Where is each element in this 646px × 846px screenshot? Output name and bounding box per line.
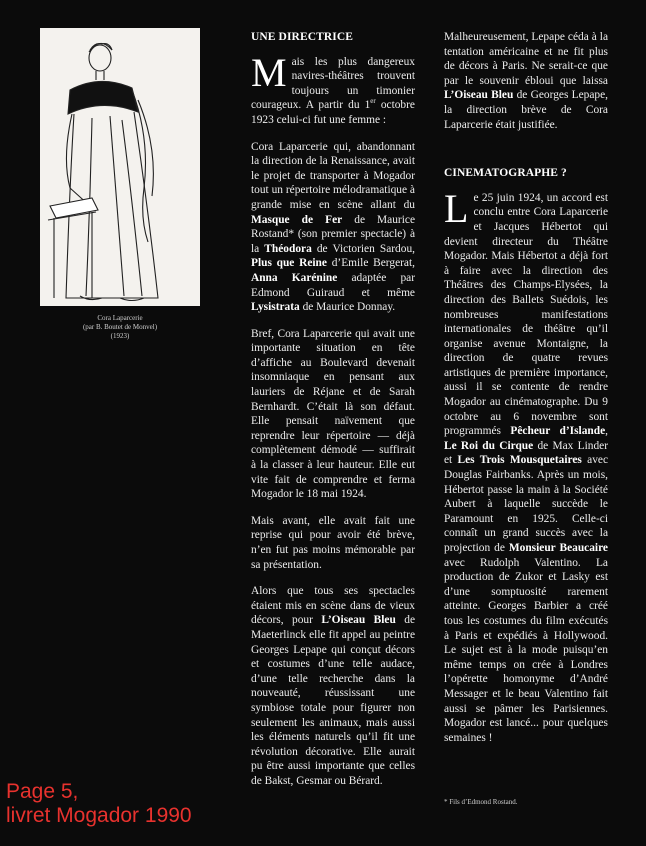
text-run: de Maurice Rostand* (son premier spectacle) à la bbox=[251, 213, 415, 255]
title-bold: L’Oiseau Bleu bbox=[321, 614, 396, 627]
paragraph: Mais avant, elle avait fait une reprise qui pour avoir été brève, n’en fut pas moins mémorable par sa présentation. bbox=[251, 514, 415, 571]
middle-column bbox=[251, 30, 415, 801]
section-heading-directrice: UNE DIRECTRICE bbox=[251, 31, 354, 43]
title-bold: Plus que Reine bbox=[251, 257, 327, 270]
caption-line: Cora Laparcerie bbox=[97, 314, 143, 322]
page-stamp bbox=[6, 780, 256, 828]
paragraph bbox=[251, 584, 415, 788]
stamp-line-2: livret Mogador 1990 bbox=[6, 804, 192, 827]
paragraph bbox=[444, 30, 608, 132]
right-column bbox=[444, 30, 608, 757]
drop-cap: M bbox=[251, 49, 287, 95]
superscript: er bbox=[370, 97, 376, 106]
title-bold: Théodora bbox=[264, 242, 312, 255]
paragraph bbox=[251, 140, 415, 315]
paragraph bbox=[251, 49, 415, 128]
text-run: de Georges Lepape, la direction brève de Cora Laparcerie était justifiée. bbox=[444, 89, 609, 131]
text-run: de Maeterlinck elle fit appel au peintre Georges Lepape qui conçut décors et costumes d’une telle audace, d’une telle recherche dans la nouveauté, réussissant une symbiose totale pour figurer non seulement les animaux, mais aussi les éléments naturels qu’il fit une révolution décorative. Elle aurait pu être aussi importante que celles de Bakst, Gesmar ou Bérard. bbox=[251, 614, 415, 787]
text-run: d’Emile Bergerat, bbox=[326, 257, 415, 270]
illustration-svg bbox=[40, 28, 200, 306]
title-bold: Anna Karénine bbox=[251, 271, 338, 284]
text-run: de Maurice Donnay. bbox=[299, 301, 396, 314]
paragraph bbox=[444, 185, 609, 746]
caption-line: (par B. Boutet de Monvel) bbox=[82, 323, 158, 331]
drop-cap: L bbox=[444, 185, 469, 231]
title-bold: Pêcheur d’Islande bbox=[510, 425, 606, 438]
section-heading-cinematographe: CINEMATOGRAPHE ? bbox=[444, 167, 567, 180]
title-bold: Les Trois Mousquetaires bbox=[457, 454, 582, 467]
title-bold: Le Roi du Cirque bbox=[444, 439, 534, 452]
text-run: adaptée par Edmond Guiraud et même bbox=[251, 271, 415, 299]
woman-figure-drawing-icon bbox=[40, 28, 200, 306]
caption-line: (1923) bbox=[110, 332, 130, 340]
paragraph: Bref, Cora Laparcerie qui avait une importante situation en tête d’affiche au Boulevard devenait insomniaque en pensant aux lauriers de Réjane et de Sarah Bernhardt. C’était là son défaut. Elle pensait naïvement que reprendre leur répertoire — déjà complètement démodé — suffirait à la classer à leur hauteur. Elle eut vite fait de comprendre et ferma Mogador le 18 mai 1924. bbox=[251, 327, 415, 501]
text-run: Cora Laparcerie qui, abandonnant la direction de la Renaissance, avait le projet de transporter à Mogador tout un répertoire mélodramatique à grande mise en scène allant du bbox=[251, 140, 415, 211]
text-run: Malheureusement, Lepape céda à la tentation américaine et ne fit plus de décors à Paris. Ne serait-ce que par le souvenir ébloui que laissa bbox=[444, 31, 608, 87]
text-run: de Victorien Sardou, bbox=[311, 242, 415, 255]
text-run: ais les plus dangereux navires-théâtres trouvent toujours un timonier courageux. A partir du 1 bbox=[251, 55, 415, 112]
title-bold: Monsieur Beaucaire bbox=[508, 542, 608, 554]
spacer bbox=[444, 144, 608, 166]
text-run: de Max Linder et bbox=[444, 439, 608, 467]
title-bold: Masque de Fer bbox=[251, 213, 343, 226]
title-bold: Lysistrata bbox=[251, 301, 300, 314]
footnote: * Fils d’Edmond Rostand. bbox=[444, 798, 518, 806]
text-run: avec Douglas Fairbanks. Après un mois, Hébertot passe la main à la Société Aubert à laquelle succède le Paramount en 1925. Celle-ci connaît un grand succès avec la projection de bbox=[444, 454, 609, 554]
illustration-caption bbox=[40, 314, 200, 341]
text-run: e 25 juin 1924, un accord est conclu entre Cora Laparcerie et Jacques Hébertot qui devient directeur du Théâtre Mogador. Mais Hébertot a déjà fort à faire avec la direction des Théâtres des Champs-Elysées, la direction des Ballets Suédois, les nombreuses manifestations internationales de théâtre qu’il organise avenue Montaigne, la direction de quatre revues artistiques de première importance, aussi il se contente de rendre Mogador au cinématographe. Du 9 octobre au 6 novembre sont programmés bbox=[444, 191, 608, 438]
text-run: octobre 1923 celui-ci fut une femme : bbox=[251, 99, 415, 126]
text-run: Alors que tous ses spectacles étaient mis en scène dans de vieux décors, pour bbox=[251, 585, 415, 627]
text-run: avec Rudolph Valentino. La production de Zukor et Lasky est d’une somptuosité rarement atteinte. Georges Barbier a créé tous les costumes du film exécutés à Paris et expédiés à Hollywood. Le sujet est à la mode puisqu’en même temps on crée à Londres l’opérette homonyme d’André Messager et le beau Valentino fait aussi se pâmer les Parisiennes. Mogador est lancé... pour quelques semaines ! bbox=[444, 556, 608, 744]
text-run: , bbox=[605, 425, 608, 438]
stamp-line-1: Page 5, bbox=[6, 780, 79, 803]
title-bold: L’Oiseau Bleu bbox=[444, 89, 514, 102]
